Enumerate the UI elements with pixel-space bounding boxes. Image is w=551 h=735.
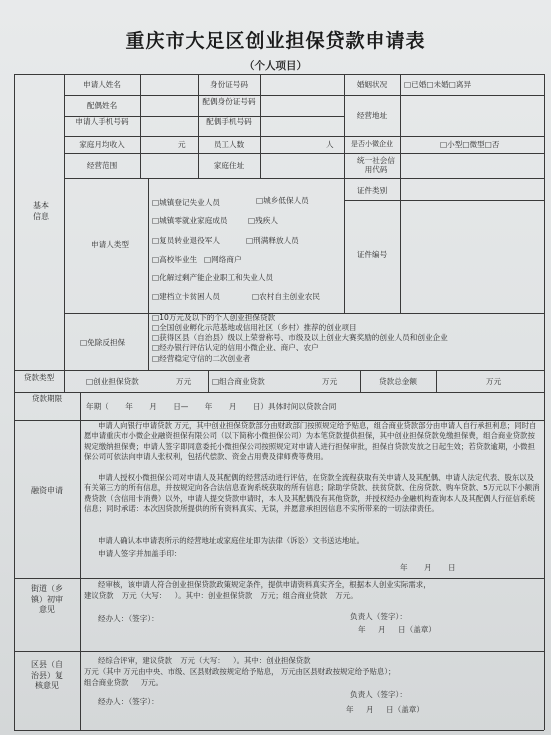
street-review-line-1: 经审核，该申请人符合创业担保贷款政策规定条件，提供申请资料真实齐全，根据本人创业实际需求， xyxy=(98,580,431,589)
type-option[interactable]: □刑满释放人员 xyxy=(246,236,299,245)
spouse-phone-label: 配偶手机号码 xyxy=(206,117,252,126)
applicant-name-label: 申请人姓名 xyxy=(83,80,121,89)
district-review-label: 区县（自治县）复核意见 xyxy=(31,660,63,690)
application-paragraph-2: 申请人授权小微担保公司对申请人及其配偶的经营活动进行评估，在贷款全流程获取有关申请人及其配偶、申请人法定代表、股东以及有关第三方的所有信息，并按规定向各合法信息查询系统获取的所有信息；除助学贷款、扶贫贷款、住房贷款、购车贷款、5万元以下小额消费贷款（含信用卡消费）以外，申请人提交贷款申请时，本人及其配偶没有其他贷款，并授权经办金融机构查询本人及其配偶人行征信系统信息；同时承诺：本次因贷款所提供的所有资料真实、无误，并愿意承担因信息不实所带来的一切法律责任。 xyxy=(84,473,540,513)
application-paragraph-1: 申请人向银行申请贷款 万元，其中创业担保贷款部分由财政部门按照规定给予贴息，组合商业贷款部分由申请人自行承担利息；同时自愿申请重庆市小微企业融资担保有限公司（以下简称小微担保公司）为本笔贷款提供担保，其中创业担保贷款免缴担保费，组合商业贷款按规定缴纳担保费；申请人签字即同意委托小微担保公司按照规定对申请人进行担保审批，担保自贷款发放之日起生效；若贷款逾期，小微担保公司可依法向申请人张权利，包括代偿款、资金占用费及律师费等费用。 xyxy=(84,421,537,461)
district-review-line-2: 万元（其中 万元由中央、市级、区县财政按规定给予贴息， 万元由区县财政按规定给予贴息）； xyxy=(84,667,396,676)
street-review-date: 年 月 日（盖章） xyxy=(358,625,436,634)
total-loan-label: 贷款总金额 xyxy=(379,377,417,386)
small-enterprise-label: 是否小微企业 xyxy=(351,140,393,148)
district-review-line-3: 组合商业贷款 万元。 xyxy=(84,678,163,687)
business-scope-label: 经营范围 xyxy=(86,161,118,170)
page-subtitle: （个人项目） xyxy=(244,60,307,72)
exempt-option[interactable]: □全国创业孵化示范基地或信用社区（乡村）推荐的创业项目 xyxy=(152,323,357,332)
cert-type-label: 证件类别 xyxy=(356,186,388,195)
district-handler-signature[interactable]: 经办人：（签字）： xyxy=(98,697,159,706)
district-review-line-1: 经综合评审，建议贷款 万元（大写： ）。其中：创业担保贷款 xyxy=(98,656,311,665)
financing-application-label: 融资申请 xyxy=(31,486,63,495)
cert-number-label: 证件编号 xyxy=(356,250,388,259)
applicant-type-label: 申请人类型 xyxy=(91,240,129,249)
exempt-option[interactable]: □获得区县（自治县）级以上荣誉称号、市级及以上创业大赛奖励的创业人员和创业企业 xyxy=(152,333,448,342)
small-enterprise-options[interactable]: □小型□微型□否 xyxy=(440,140,500,149)
basic-info-label: 基本信息 xyxy=(33,201,49,221)
applicant-signature-label[interactable]: 申请人签字并加盖手印： xyxy=(98,549,182,558)
district-head-signature[interactable]: 负责人（签字）： xyxy=(350,690,407,699)
staff-count-label: 员工人数 xyxy=(213,140,245,149)
page-title: 重庆市大足区创业担保贷款申请表 xyxy=(125,30,426,52)
staff-unit: 人 xyxy=(326,140,334,149)
type-option[interactable]: □农村自主创业农民 xyxy=(252,292,320,301)
exempt-option[interactable]: □经办银行评估认定的信用小微企业、商户、农户 xyxy=(152,343,319,352)
type-option[interactable]: □复员转业退役军人 xyxy=(152,236,220,245)
combined-loan-option[interactable]: □组合商业贷款 xyxy=(212,377,265,386)
street-head-signature[interactable]: 负责人（签字）： xyxy=(350,612,407,621)
street-review-label: 街道（乡镇）初审意见 xyxy=(31,584,63,614)
exempt-counter-guarantee[interactable]: □免除反担保 xyxy=(80,338,126,347)
guarantee-loan-unit: 万元 xyxy=(176,377,192,386)
loan-term-text: 年期（ 年 月 日— 年 月 日）具体时间以贷款合同 xyxy=(86,402,337,411)
exempt-option[interactable]: □经营稳定守信的二次创业者 xyxy=(152,354,251,363)
type-option[interactable]: □残疾人 xyxy=(248,216,278,225)
type-option[interactable]: □高校毕业生 xyxy=(152,255,198,264)
total-loan-unit: 万元 xyxy=(486,377,502,386)
street-handler-signature[interactable]: 经办人：（签字）： xyxy=(98,614,159,623)
street-review-line-2: 建议贷款 万元（大写： ）。其中：创业担保贷款 万元；组合商业贷款 万元。 xyxy=(84,591,358,600)
type-option[interactable]: □城乡低保人员 xyxy=(256,196,309,205)
application-paragraph-3: 申请人确认本申请表所示的经营地址或家庭住址即为法律（诉讼）文书送达地址。 xyxy=(98,536,365,545)
combined-loan-unit: 万元 xyxy=(322,377,338,386)
business-address-label: 经营地址 xyxy=(356,111,388,120)
income-unit: 元 xyxy=(178,140,186,149)
guarantee-loan-option[interactable]: □创业担保贷款 xyxy=(86,377,139,386)
marital-status-options[interactable]: □已婚□未婚□离异 xyxy=(404,80,472,89)
id-number-label: 身份证号码 xyxy=(210,80,248,89)
type-option[interactable]: □城镇零就业家庭成员 xyxy=(152,216,228,225)
loan-term-label: 贷款期限 xyxy=(31,394,63,403)
spouse-name-label: 配偶姓名 xyxy=(86,101,118,110)
type-option[interactable]: □网络商户 xyxy=(204,255,242,264)
loan-type-label: 贷款类型 xyxy=(23,373,55,382)
credit-code-label: 统一社会信用代码 xyxy=(357,156,395,175)
spouse-id-label: 配偶身份证号码 xyxy=(202,97,256,106)
exempt-option[interactable]: □10万元及以下的个人创业担保贷款 xyxy=(152,313,276,322)
home-address-label: 家庭住址 xyxy=(213,161,245,170)
application-date: 年 月 日 xyxy=(400,563,456,572)
monthly-income-label: 家庭月均收入 xyxy=(79,140,125,149)
type-option[interactable]: □化解过剩产能企业职工和失业人员 xyxy=(152,273,274,282)
type-option[interactable]: □建档立卡贫困人员 xyxy=(152,292,220,301)
marital-status-label: 婚姻状况 xyxy=(356,80,388,89)
type-option[interactable]: □城镇登记失业人员 xyxy=(152,198,220,207)
district-review-date: 年 月 日（盖章） xyxy=(346,705,424,714)
applicant-phone-label: 申请人手机号码 xyxy=(75,117,129,126)
